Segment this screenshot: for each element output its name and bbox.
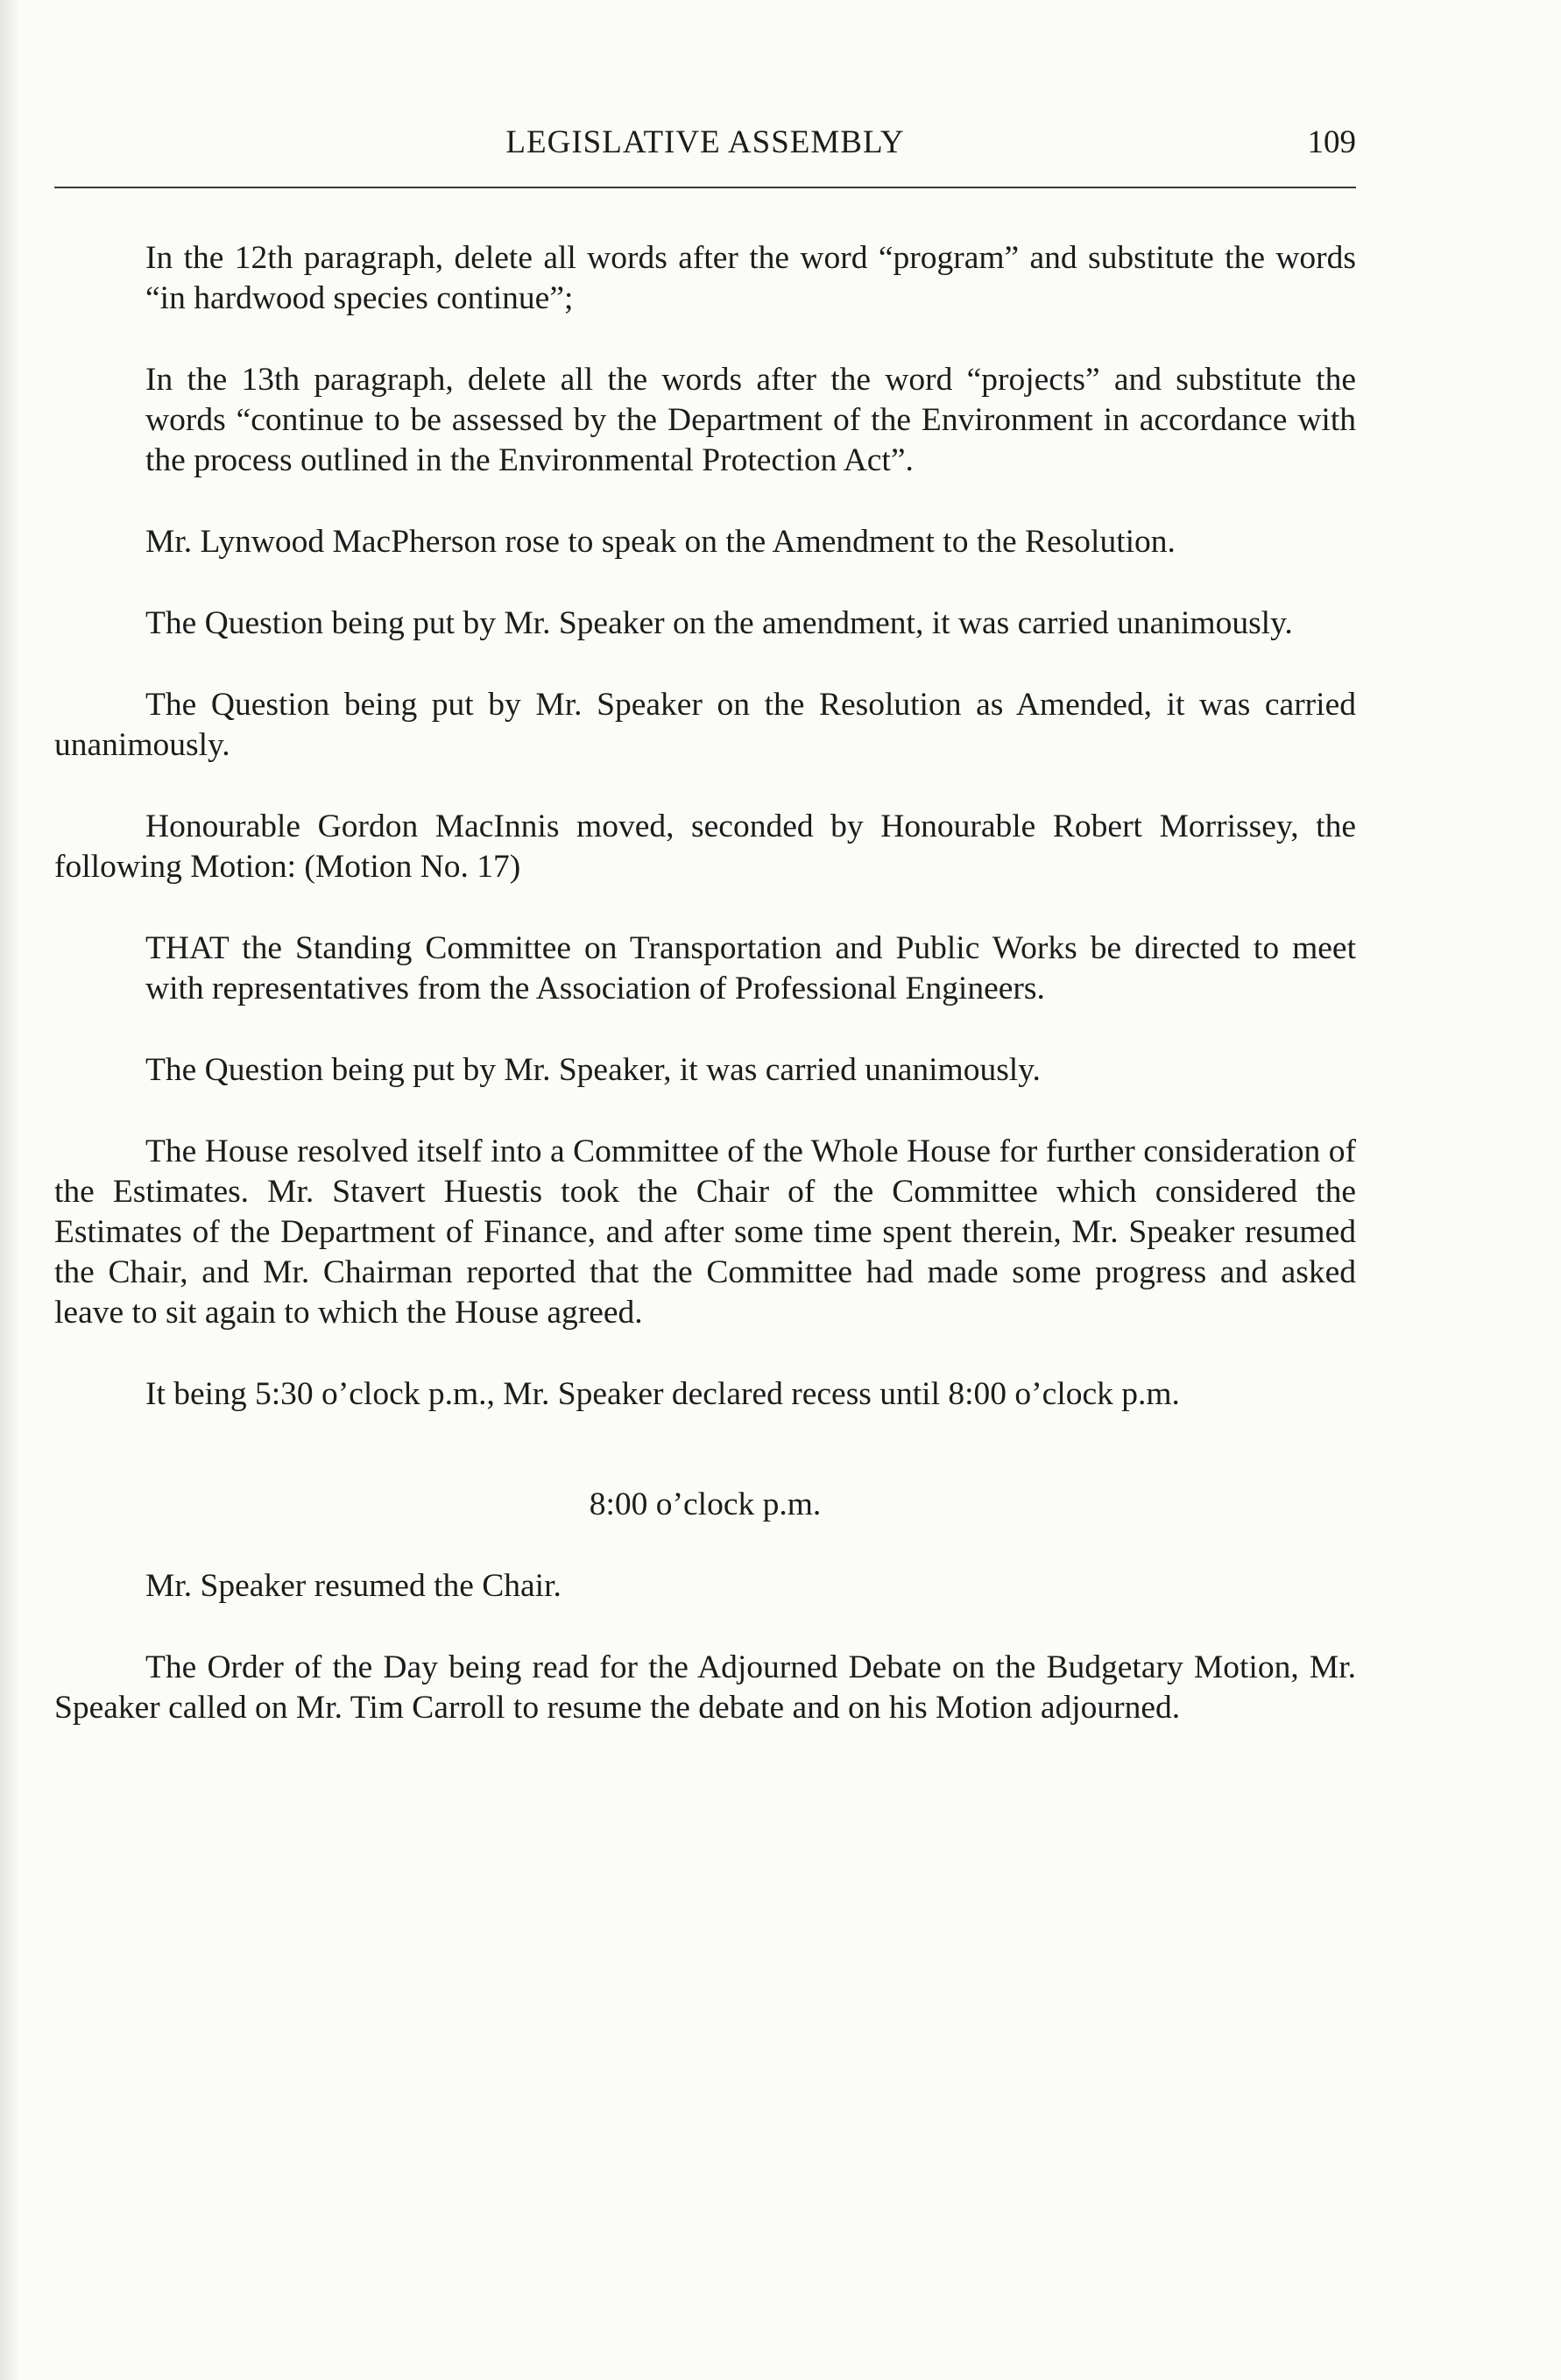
body-text bbox=[54, 238, 1356, 1769]
order-of-the-day: The Order of the Day being read for the Adjourned Debate on the Budgetary Motion, Mr. Speaker called on Mr. Tim Carroll to resume the debate and on his Motion adjourned. bbox=[54, 1649, 1356, 1726]
speaker-resumed: Mr. Speaker resumed the Chair. bbox=[145, 1568, 562, 1604]
amendment-12th-paragraph: In the 12th paragraph, delete all words after the word “program” and substitute the words “in hardwood species continue”; bbox=[145, 240, 1356, 316]
page-number: 109 bbox=[1307, 124, 1356, 160]
header-title: LEGISLATIVE ASSEMBLY bbox=[505, 124, 905, 160]
motion-17-text: THAT the Standing Committee on Transportation and Public Works be directed to meet with representatives from the Association of Professional Engineers. bbox=[145, 930, 1356, 1006]
evening-time-heading: 8:00 o’clock p.m. bbox=[589, 1487, 822, 1522]
question-resolution: The Question being put by Mr. Speaker on the Resolution as Amended, it was carried unanimously. bbox=[54, 687, 1356, 763]
speaker-macpherson: Mr. Lynwood MacPherson rose to speak on the Amendment to the Resolution. bbox=[145, 524, 1176, 560]
header-rule bbox=[54, 187, 1356, 188]
page-edge-shadow bbox=[0, 0, 19, 2380]
amendment-13th-paragraph: In the 13th paragraph, delete all the words after the word “projects” and substitute the words “continue to be assessed by the Department of the Environment in accordance with the process outlined in the Environmental Protection Act”. bbox=[145, 362, 1356, 478]
running-head bbox=[54, 121, 1356, 165]
question-motion-17: The Question being put by Mr. Speaker, it was carried unanimously. bbox=[145, 1052, 1041, 1088]
question-amendment: The Question being put by Mr. Speaker on the amendment, it was carried unanimously. bbox=[145, 605, 1293, 641]
motion-17-intro: Honourable Gordon MacInnis moved, seconded by Honourable Robert Morrissey, the following Motion: (Motion No. 17) bbox=[54, 809, 1356, 885]
recess-notice: It being 5:30 o’clock p.m., Mr. Speaker declared recess until 8:00 o’clock p.m. bbox=[145, 1376, 1180, 1412]
committee-of-whole: The House resolved itself into a Committee of the Whole House for further consideration of the Estimates. Mr. Stavert Huestis took the Chair of the Committee which considered the Estimates of the Department of Finance, and after some time spent therein, Mr. Speaker resumed the Chair, and Mr. Chairman reported that the Committee had made some progress and asked leave to sit again to which the House agreed. bbox=[54, 1134, 1356, 1331]
